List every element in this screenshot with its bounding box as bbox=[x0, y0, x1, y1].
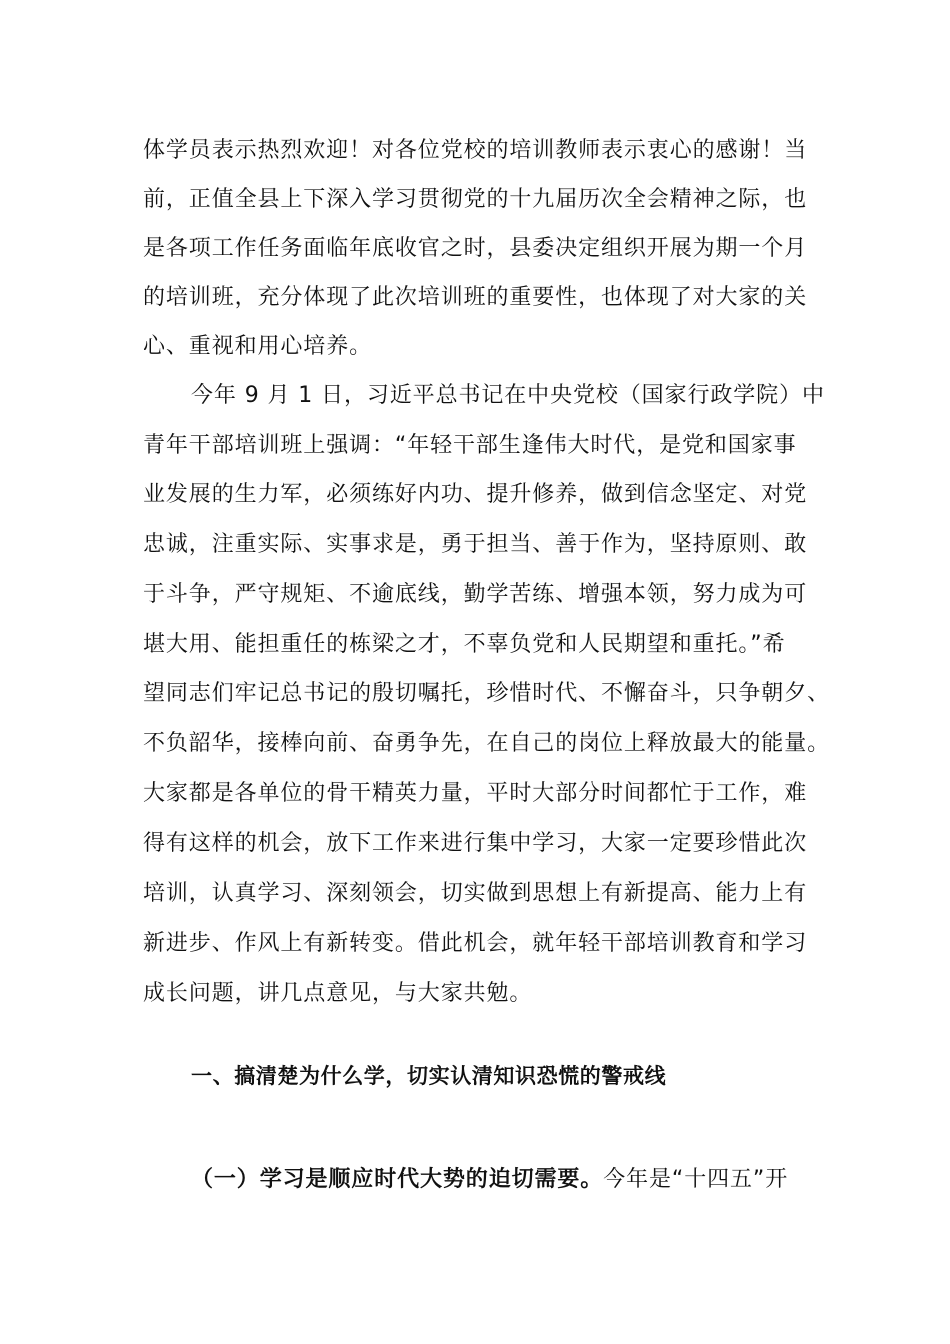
paragraph-line: 业发展的生力军，必须练好内功、提升修养，做到信念坚定、对党 bbox=[143, 482, 808, 507]
paragraph-line: 大家都是各单位的骨干精英力量，平时大部分时间都忙于工作，难 bbox=[143, 781, 808, 806]
paragraph-line: 新进步、作风上有新转变。借此机会，就年轻干部培训教育和学习 bbox=[143, 931, 808, 956]
paragraph-line: 前，正值全县上下深入学习贯彻党的十九届历次全会精神之际，也 bbox=[143, 187, 808, 212]
paragraph-line: 忠诚，注重实际、实事求是，勇于担当、善于作为，坚持原则、敢 bbox=[143, 532, 808, 557]
paragraph-line: 不负韶华，接棒向前、奋勇争先，在自己的岗位上释放最大的能量。 bbox=[143, 731, 831, 756]
paragraph-line: 培训，认真学习、深刻领会，切实做到思想上有新提高、能力上有 bbox=[143, 881, 808, 906]
subsection-text: 今年是“十四五”开 bbox=[603, 1167, 789, 1192]
subsection-title: （一）学习是顺应时代大势的迫切需要。 bbox=[191, 1167, 604, 1192]
section-heading: 一、搞清楚为什么学，切实认清知识恐慌的警戒线 bbox=[191, 1064, 667, 1088]
paragraph-line: 今年 9 月 1 日，习近平总书记在中央党校（国家行政学院）中 bbox=[191, 383, 825, 408]
paragraph-line: 望同志们牢记总书记的殷切嘱托，珍惜时代、不懈奋斗，只争朝夕、 bbox=[143, 681, 831, 706]
paragraph-line: 堪大用、能担重任的栋梁之才，不辜负党和人民期望和重托。”希 bbox=[143, 632, 786, 657]
paragraph-line: 于斗争，严守规矩、不逾底线，勤学苦练、增强本领，努力成为可 bbox=[143, 582, 808, 607]
paragraph-line: 得有这样的机会，放下工作来进行集中学习，大家一定要珍惜此次 bbox=[143, 831, 808, 856]
paragraph-line: 的培训班，充分体现了此次培训班的重要性，也体现了对大家的关 bbox=[143, 285, 808, 310]
subsection-line bbox=[191, 1165, 788, 1195]
paragraph-line: 青年干部培训班上强调：“年轻干部生逢伟大时代，是党和国家事 bbox=[143, 433, 797, 458]
paragraph-line: 是各项工作任务面临年底收官之时，县委决定组织开展为期一个月 bbox=[143, 236, 808, 261]
paragraph-line: 心、重视和用心培养。 bbox=[143, 334, 373, 359]
paragraph-line: 体学员表示热烈欢迎！对各位党校的培训教师表示衷心的感谢！当 bbox=[143, 138, 808, 163]
paragraph-line: 成长问题，讲几点意见，与大家共勉。 bbox=[143, 981, 533, 1006]
